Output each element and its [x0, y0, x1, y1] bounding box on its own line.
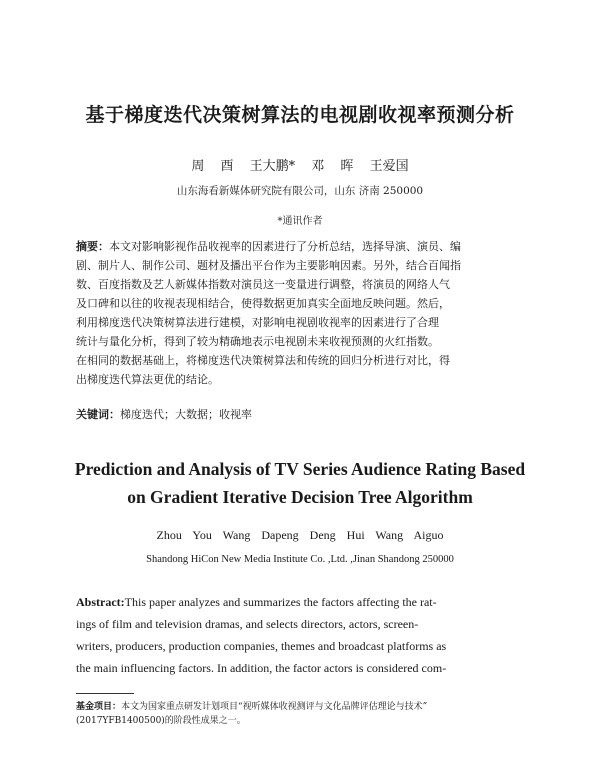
chinese-affiliation: 山东海看新媒体研究院有限公司，山东 济南 250000	[176, 185, 424, 197]
chinese-abstract-line: 摘要：本文对影响影视作品收视率的因素进行了分析总结，选择导演、演员、编	[76, 240, 461, 253]
english-title-line: on Gradient Iterative Decision Tree Algorithm	[127, 487, 473, 507]
chinese-abstract	[76, 237, 522, 389]
chinese-keywords	[76, 406, 522, 422]
english-abstract-line: the main influencing factors. In addition, the factor actors is considered com-	[76, 661, 447, 675]
english-title	[0, 455, 600, 511]
chinese-abstract-line: 数、百度指数及艺人新媒体指数对演员这一变量进行调整，将演员的网络人气	[76, 278, 450, 291]
chinese-title: 基于梯度迭代决策树算法的电视剧收视率预测分析	[85, 104, 515, 126]
chinese-abstract-label: 摘要：	[76, 240, 109, 253]
english-abstract-line: Abstract:This paper analyzes and summarizes the factors affecting the rat-	[76, 595, 437, 609]
english-title-line: Prediction and Analysis of TV Series Audience Rating Based	[74, 459, 526, 479]
chinese-authors: 周 酉 王大鹏* 邓 晖 王爱国	[191, 159, 409, 174]
chinese-abstract-line: 剧、制片人、制作公司、题材及播出平台作为主要影响因素。另外，结合百闻指	[76, 259, 461, 272]
chinese-abstract-line: 出梯度迭代算法更优的结论。	[76, 373, 219, 386]
english-abstract-line: writers, producers, production companies, themes and broadcast platforms as	[76, 639, 447, 653]
funding-footnote	[76, 700, 522, 728]
chinese-abstract-line: 统计与量化分析，得到了较为精确地表示电视剧未来收视预测的火红指数。	[76, 335, 439, 348]
english-abstract-label: Abstract:	[76, 595, 125, 609]
chinese-abstract-line: 利用梯度迭代决策树算法进行建模，对影响电视剧收视率的因素进行了合理	[76, 316, 439, 329]
english-abstract	[76, 591, 522, 679]
chinese-abstract-line: 在相同的数据基础上，将梯度迭代决策树算法和传统的回归分析进行对比，得	[76, 354, 450, 367]
corresponding-author-note: *通讯作者	[277, 216, 323, 227]
footnote-line: (2017YFB1400500)的阶段性成果之一。	[76, 716, 246, 726]
chinese-keywords-text: 梯度迭代；大数据；收视率	[120, 408, 252, 421]
english-abstract-line: ings of film and television dramas, and selects directors, actors, screen-	[76, 617, 419, 631]
chinese-abstract-line: 及口碑和以往的收视表现相结合，使得数据更加真实全面地反映问题。然后，	[76, 297, 450, 310]
footnote-divider	[76, 693, 134, 694]
english-affiliation: Shandong HiCon New Media Institute Co. ,Ltd. ,Jinan Shandong 250000	[146, 554, 454, 565]
footnote-line: 基金项目：本文为国家重点研发计划项目“视听媒体收视测评与文化品牌评估理论与技术”	[76, 702, 428, 712]
chinese-keywords-label: 关键词：	[76, 408, 120, 421]
footnote-label: 基金项目：	[76, 702, 122, 712]
english-authors: Zhou You Wang Dapeng Deng Hui Wang Aiguo	[156, 528, 444, 542]
